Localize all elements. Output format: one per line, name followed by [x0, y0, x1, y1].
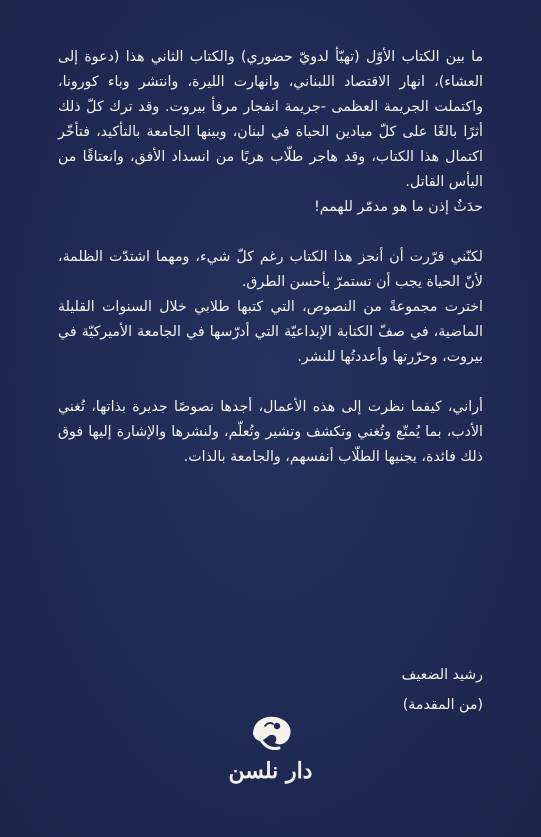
- author-name: رشيد الضعيف: [401, 667, 483, 683]
- blurb-paragraph: لكنّني قرّرت أن أنجز هذا الكتاب رغم كلّ شيء، ومهما اشتدّت الظلمة، لأنّ الحياة يجب أن تستمرّ بأحسن الطرق.: [58, 249, 483, 290]
- blurb-paragraph: أراني، كيفما نظرت إلى هذه الأعمال، أجدها نصوصًا جديرة بذاتها، تُغني الأدب، بما يُمتّع وتُغني وتكشف وتشير وتُعلّم، ولنشرها والإشارة إليها فوق ذلك فائدة، يجنيها الطلّاب أنفسهم، والجامعة بالذات.: [58, 399, 483, 465]
- blurb-paragraph: حدَثٌ إذن ما هو مدمّر للهمم!: [314, 199, 483, 215]
- blurb-paragraph: ما بين الكتاب الأوّل (تهيّأ لدويّ حضوري) والكتاب الثاني هذا (دعوة إلى العشاء)، انهار الاقتصاد اللبناني، وانهارت الليرة، وانتشر وباء كورونا، واكتملت الجريمة العظمى -جريمة انفجار مرفأ بيروت. وقد ترك كلّ ذلك أثرًا بالغًا على كلّ ميادين الحياة في لبنان، وبينها الجامعة بالتأكيد، فتأخّر اكتمال هذا الكتاب، وقد هاجر طلّاب هربًا من انسداد الأفق، وانعتاقًا من اليأس القاتل.: [58, 49, 483, 190]
- paragraph-gap: [58, 220, 483, 245]
- publisher-logo: [0, 710, 541, 784]
- paragraph-gap: [58, 370, 483, 395]
- publisher-emblem-icon: [247, 710, 295, 752]
- publisher-name: دار نلسن: [228, 758, 313, 784]
- source-note: (من المقدمة): [402, 697, 483, 713]
- blurb-paragraph: اخترت مجموعةً من النصوص، التي كتبها طلابي خلال السنوات القليلة الماضية، في صفّ الكتابة الإبداعيّة التي أدرّسها في الجامعة الأميركيّة في بيروت، وحرّرتها وأعددتُها للنشر.: [58, 299, 483, 365]
- blurb-text: [58, 45, 483, 470]
